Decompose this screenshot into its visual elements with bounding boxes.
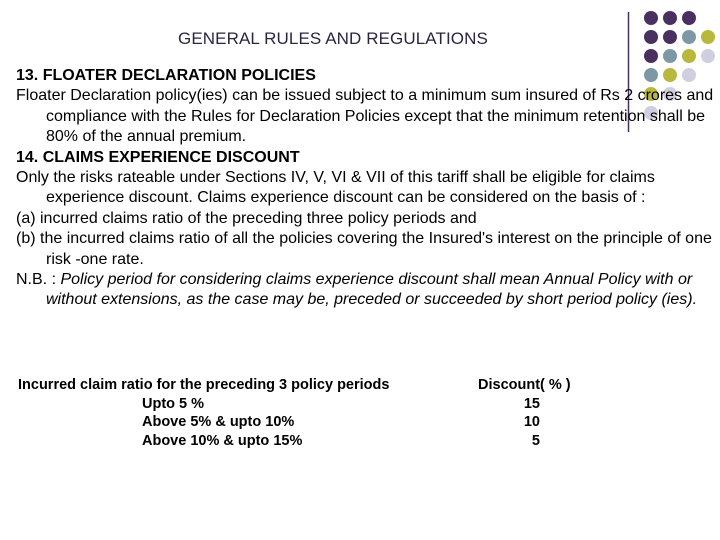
table-cell-range: Above 10% & upto 15% — [142, 432, 303, 449]
dot — [701, 49, 715, 63]
body-text — [16, 66, 716, 311]
dot — [663, 49, 677, 63]
header-discount: Discount( % ) — [478, 377, 571, 393]
dot — [663, 30, 677, 44]
dot — [663, 11, 677, 25]
dot — [682, 11, 696, 25]
dot — [682, 49, 696, 63]
dot — [644, 49, 658, 63]
section-13-heading: 13. FLOATER DECLARATION POLICIES — [16, 67, 316, 84]
section-14-heading: 14. CLAIMS EXPERIENCE DISCOUNT — [16, 148, 300, 166]
section-13-text: Floater Declaration policy(ies) can be issued subject to a minimum sum insured of Rs 2 crores and compliance with the Rules for Declaration Policies except that the minimum retention shall be 80% of the annual premium. — [16, 87, 714, 146]
table-cell-range: Above 5% & upto 10% — [142, 414, 295, 430]
table-cell-discount: 10 — [523, 414, 540, 430]
note-label: N.B. : — [16, 271, 61, 289]
section-14-item-b: (b) the incurred claims ratio of all the policies covering the Insured's interest on the principle of one risk -one rate. — [16, 230, 712, 268]
dot — [644, 30, 658, 44]
table-cell-range: Upto 5 % — [142, 395, 205, 412]
dot — [644, 11, 658, 25]
table-cell-discount: 5 — [531, 432, 540, 449]
dot — [701, 30, 715, 44]
section-14-item-a: (a) incurred claims ratio of the preceding three policy periods and — [16, 209, 477, 227]
dot — [682, 30, 696, 44]
section-14-text: Only the risks rateable under Sections IV, V, VI & VII of this tariff shall be eligible for claims experience discount. Claims experience discount can be considered on the basis of : — [16, 169, 655, 207]
page-title: GENERAL RULES AND REGULATIONS — [178, 29, 488, 48]
section-14-note — [16, 270, 716, 311]
header-claim-ratio: Incurred claim ratio for the preceding 3 policy periods — [18, 377, 390, 393]
table-cell-discount: 15 — [523, 395, 540, 412]
note-text: Policy period for considering claims experience discount shall mean Annual Policy with or without extensions, as the case may be, preceded or succeeded by short period policy (ies). — [46, 271, 698, 309]
